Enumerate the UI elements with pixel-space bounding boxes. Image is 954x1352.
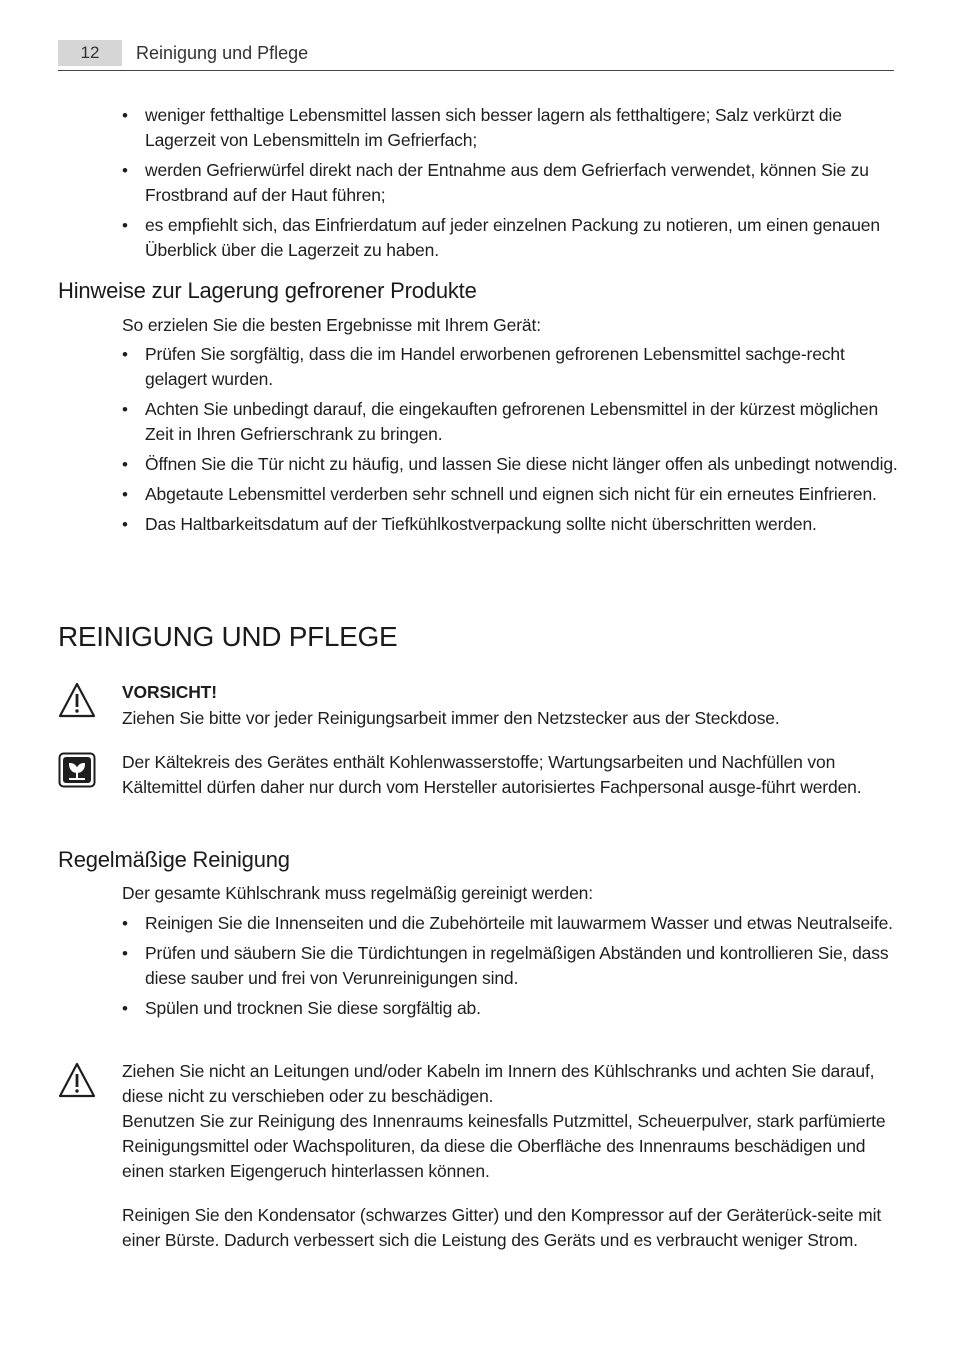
list-item: • Reinigen Sie die Innenseiten und die Zubehörteile mit lauwarmem Wasser und etwas Neutralseife.: [122, 911, 898, 936]
list-item: • Achten Sie unbedingt darauf, die eingekauften gefrorenen Lebensmittel in der kürzest möglichen Zeit in Ihren Gefrierschrank zu bringen.: [122, 397, 898, 447]
list-item: • es empfiehlt sich, das Einfrierdatum auf jeder einzelnen Packung zu notieren, um einen genauen Überblick über die Lagerzeit zu haben.: [122, 213, 898, 263]
storage-bullet-list: [122, 342, 898, 542]
warning-triangle-icon: [58, 1062, 96, 1098]
page-header: [58, 40, 894, 71]
condenser-cleaning-text: Reinigen Sie den Kondensator (schwarzes Gitter) und den Kompressor auf der Geräterück-seite mit einer Bürste. Dadurch verbessert sich die Leistung des Geräts und es verbraucht weniger Strom.: [122, 1205, 882, 1250]
list-item: • Spülen und trocknen Sie diese sorgfältig ab.: [122, 996, 898, 1021]
regular-cleaning-intro: Der gesamte Kühlschrank muss regelmäßig gereinigt werden:: [122, 883, 593, 903]
regular-cleaning-list: [122, 911, 898, 1026]
environment-protection-icon: [58, 752, 96, 788]
page-number: 12: [58, 40, 122, 66]
intro-bullet-list: [122, 103, 898, 268]
list-item: • weniger fetthaltige Lebensmittel lassen sich besser lagern als fetthaltigere; Salz verkürzt die Lagerzeit von Lebensmitteln im Gefrierfach;: [122, 103, 898, 153]
regular-cleaning-heading: Regelmäßige Reinigung: [58, 847, 290, 872]
list-item: • Abgetaute Lebensmittel verderben sehr schnell und eignen sich nicht für ein erneutes Einfrieren.: [122, 482, 898, 507]
cable-warning-text: Ziehen Sie nicht an Leitungen und/oder Kabeln im Innern des Kühlschranks und achten Sie darauf, diese nicht zu verschieben oder zu beschädigen.: [122, 1061, 875, 1106]
caution-text: Ziehen Sie bitte vor jeder Reinigungsarbeit immer den Netzstecker aus der Steckdose.: [122, 708, 780, 728]
list-item: • werden Gefrierwürfel direkt nach der Entnahme aus dem Gefrierfach verwendet, können Sie zu Frostbrand auf der Haut führen;: [122, 158, 898, 208]
list-item: • Das Haltbarkeitsdatum auf der Tiefkühlkostverpackung sollte nicht überschritten werden.: [122, 512, 898, 537]
storage-intro: So erzielen Sie die besten Ergebnisse mit Ihrem Gerät:: [122, 315, 541, 335]
list-item: • Öffnen Sie die Tür nicht zu häufig, und lassen Sie diese nicht länger offen als unbedingt notwendig.: [122, 452, 898, 477]
cleaning-agent-warning-text: Benutzen Sie zur Reinigung des Innenraums keinesfalls Putzmittel, Scheuerpulver, stark parfümierte Reinigungsmittel oder Wachspolituren, da diese die Oberfläche des Innenraums beschädigen und einen starken Eigengeruch hinterlassen können.: [122, 1111, 886, 1181]
list-item: • Prüfen Sie sorgfältig, dass die im Handel erworbenen gefrorenen Lebensmittel sachge-recht gelagert wurden.: [122, 342, 898, 392]
section-title: REINIGUNG UND PFLEGE: [58, 621, 398, 652]
refrigerant-text: Der Kältekreis des Gerätes enthält Kohlenwasserstoffe; Wartungsarbeiten und Nachfüllen von Kältemittel dürfen daher nur durch vom Hersteller autorisiertes Fachpersonal ausge-führt werden.: [122, 752, 862, 797]
list-item: • Prüfen und säubern Sie die Türdichtungen in regelmäßigen Abständen und kontrollieren Sie, dass diese sauber und frei von Verunreinigungen sind.: [122, 941, 898, 991]
warning-triangle-icon: [58, 682, 96, 718]
caution-label: VORSICHT!: [122, 682, 217, 702]
storage-heading: Hinweise zur Lagerung gefrorener Produkte: [58, 278, 477, 303]
running-header-title: Reinigung und Pflege: [136, 43, 309, 63]
